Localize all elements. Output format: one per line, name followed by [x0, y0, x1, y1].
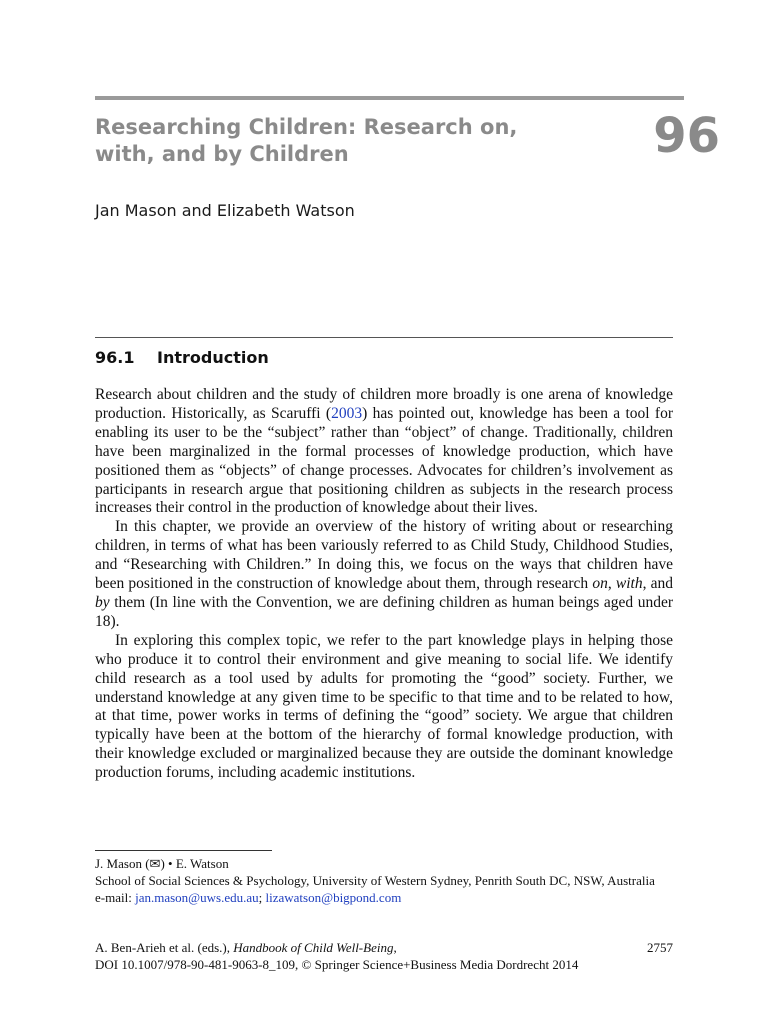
section-number: 96.1	[95, 348, 135, 367]
paragraph-2-part-1: In this chapter, we provide an overview of the history of writing about or researching children, in terms of what has been variously referred to as Child Study, Childhood Studies, and “Researching with Children.” In doing this, we focus on the ways that children have been positioned in the construction of knowledge about them, through research	[95, 518, 673, 593]
paragraph-3: In exploring this complex topic, we refer to the part knowledge plays in helping those who produce it to control their environment and give meaning to social life. We identify child research as a tool used by adults for promoting the “good” society. Further, we understand knowledge at any given time to be specific to that time and to be related to how, at that time, power works in terms of defining the “good” society. We argue that children typically have been at the bottom of the hierarchy of formal knowledge production, with their knowledge excluded or marginalized because they are outside the dominant knowledge production forums, including academic institutions.	[95, 631, 673, 782]
page-number: 2757	[647, 940, 673, 955]
email-separator: ;	[258, 890, 266, 905]
email-link-mason[interactable]: jan.mason@uws.edu.au	[135, 890, 259, 905]
author-footnote	[95, 855, 673, 906]
chapter-title-line-2: with, and by Children	[95, 142, 349, 166]
section-heading	[95, 348, 269, 367]
citation-source	[95, 939, 397, 956]
doi-line: DOI 10.1007/978-90-481-9063-8_109, © Springer Science+Business Media Dordrecht 2014	[95, 957, 579, 972]
section-rule	[95, 337, 673, 338]
chapter-authors: Jan Mason and Elizabeth Watson	[95, 201, 355, 220]
footnote-rule	[95, 850, 272, 851]
footnote-affiliation: School of Social Sciences & Psychology, University of Western Sydney, Penrith South DC, NSW, Australia	[95, 873, 655, 888]
paragraph-2-separator-1: ,	[607, 575, 616, 593]
envelope-icon: ✉	[149, 856, 161, 871]
paragraph-1	[95, 386, 673, 518]
emphasis-with: with	[615, 575, 643, 593]
email-label: e-mail:	[95, 890, 136, 905]
paragraph-2-separator-2: , and	[642, 575, 673, 593]
email-link-watson[interactable]: lizawatson@bigpond.com	[265, 890, 402, 905]
footnote-authors-suffix: ) • E. Watson	[160, 856, 229, 871]
paragraph-2-part-2: them (In line with the Convention, we are defining children as human beings aged under 18).	[95, 593, 673, 630]
emphasis-on: on	[592, 575, 608, 593]
citation-row	[95, 939, 673, 956]
paragraph-1-part-1: Research about children and the study of children more broadly is one arena of knowledge production. Historically, as Scaruffi (	[95, 386, 673, 422]
footnote-email	[95, 889, 673, 906]
footnote-authors-prefix: J. Mason (	[95, 856, 150, 871]
citation-suffix: ,	[393, 940, 397, 955]
header-rule	[95, 96, 684, 100]
paragraph-2	[95, 518, 673, 631]
emphasis-by: by	[95, 593, 110, 611]
citation-prefix: A. Ben-Arieh et al. (eds.),	[95, 940, 234, 955]
paragraph-1-part-2: ) has pointed out, knowledge has been a tool for enabling its user to be the “subject” rather than “object” of change. Traditionally, children have been marginalized in the formal processes of knowledge production, which have positioned them as “objects” of change processes. Advocates for children’s involvement as participants in research argue that positioning children as subjects in the research process increases their control in the production of knowledge about their lives.	[95, 404, 673, 517]
body-text	[95, 386, 673, 783]
footnote-authors	[95, 855, 673, 872]
section-title: Introduction	[157, 348, 269, 367]
chapter-number: 96	[653, 108, 720, 164]
citation-link-scaruffi-2003[interactable]: 2003	[331, 404, 363, 422]
chapter-title-line-1: Researching Children: Research on,	[95, 115, 518, 139]
chapter-title	[95, 114, 565, 168]
book-citation	[95, 939, 673, 973]
citation-book-title: Handbook of Child Well-Being	[233, 940, 394, 955]
